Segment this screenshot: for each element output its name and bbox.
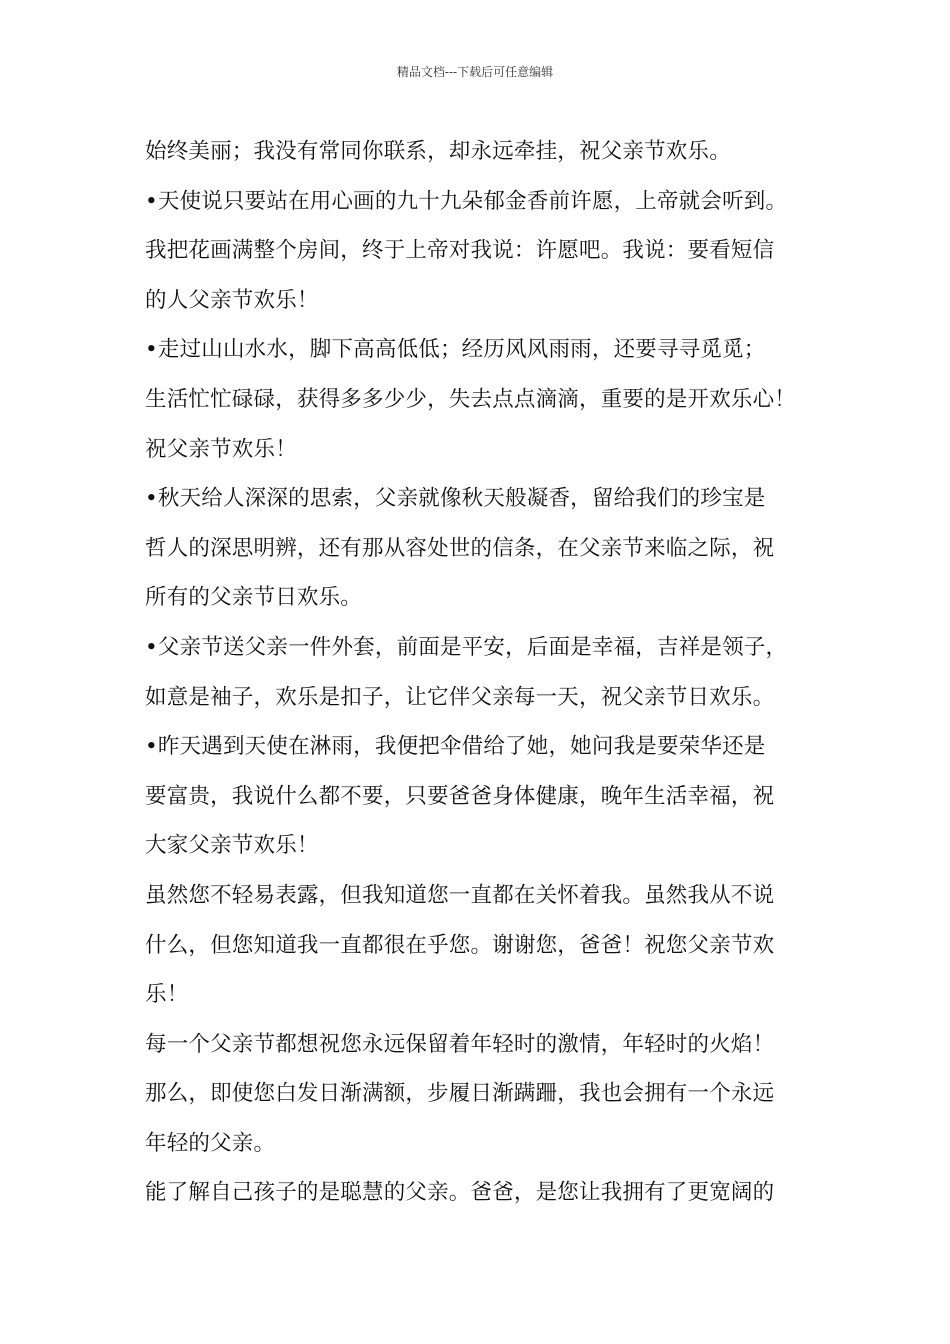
text-line: 始终美丽；我没有常同你联系，却永远牵挂，祝父亲节欢乐。: [145, 139, 731, 164]
text-line: •父亲节送父亲一件外套，前面是平安，后面是幸福，吉祥是领子，: [145, 634, 788, 660]
text-line: •秋天给人深深的思索，父亲就像秋天般凝香，留给我们的珍宝是: [145, 486, 766, 512]
text-line: 虽然您不轻易表露，但我知道您一直都在关怀着我。虽然我从不说: [145, 882, 775, 908]
text-line: 年轻的父亲。: [145, 1130, 276, 1156]
text-line: 要富贵，我说什么都不要，只要爸爸身体健康，晚年生活幸福，祝: [145, 783, 775, 809]
text-line: 能了解自己孩子的是聪慧的父亲。爸爸，是您让我拥有了更宽阔的: [145, 1180, 775, 1206]
text-line: 哲人的深思明辨，还有那从容处世的信条，在父亲节来临之际，祝: [145, 535, 775, 561]
text-line: 祝父亲节欢乐！: [145, 436, 297, 462]
page-header: 精品文档---下载后可任意编辑: [396, 65, 554, 79]
text-line: 什么，但您知道我一直都很在乎您。谢谢您，爸爸！祝您父亲节欢: [145, 932, 775, 958]
text-line: 的人父亲节欢乐！: [145, 287, 319, 313]
text-line: •走过山山水水，脚下高高低低；经历风风雨雨，还要寻寻觅觅；: [145, 337, 766, 363]
text-line: 我把花画满整个房间，终于上帝对我说：许愿吧。我说：要看短信: [145, 238, 775, 264]
text-line: 如意是袖子，欢乐是扣子，让它伴父亲每一天，祝父亲节日欢乐。: [145, 684, 775, 710]
document-body: [145, 127, 835, 1218]
text-line: •天使说只要站在用心画的九十九朵郁金香前许愿，上帝就会听到。: [145, 188, 788, 214]
text-line: 乐！: [145, 982, 189, 1008]
text-line: 大家父亲节欢乐！: [145, 833, 319, 859]
text-line: 每一个父亲节都想祝您永远保留着年轻时的激情，年轻时的火焰！: [145, 1031, 775, 1057]
text-line: 生活忙忙碌碌，获得多多少少，失去点点滴滴，重要的是开欢乐心！: [145, 386, 797, 412]
text-line: 那么，即使您白发日渐满额，步履日渐蹒跚，我也会拥有一个永远: [145, 1081, 775, 1107]
text-line: 所有的父亲节日欢乐。: [145, 585, 363, 611]
text-line: •昨天遇到天使在淋雨，我便把伞借给了她，她问我是要荣华还是: [145, 734, 766, 760]
